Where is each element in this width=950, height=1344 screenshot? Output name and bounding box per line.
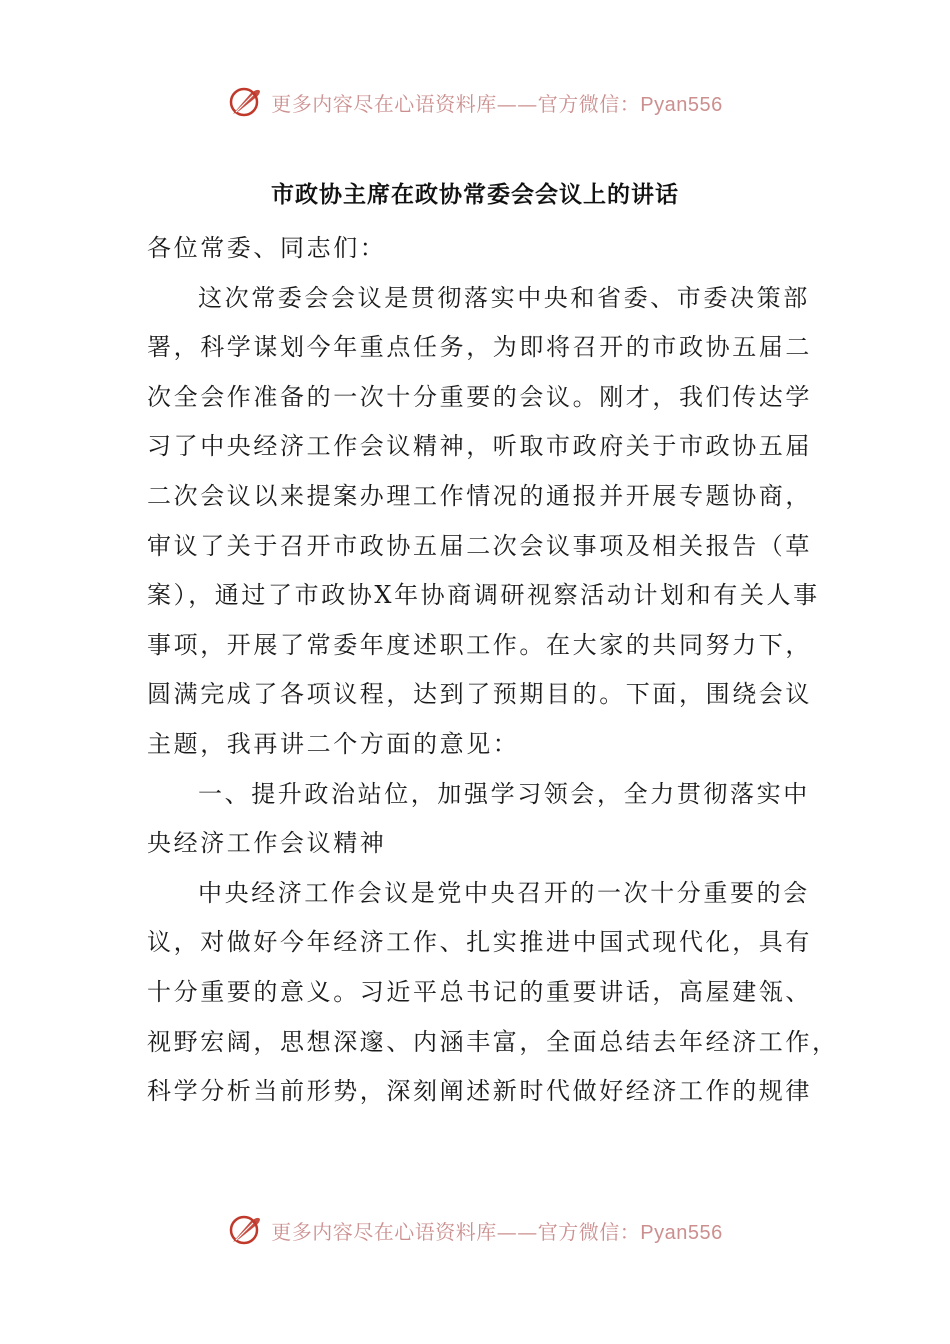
quill-pen-logo-icon xyxy=(227,1212,263,1248)
section-heading-line: 一、提升政治站位，加强学习领会，全力贯彻落实中 xyxy=(198,779,810,808)
paragraph-line: 议，对做好今年经济工作、扎实推进中国式现代化，具有 xyxy=(147,928,812,957)
paragraph-line: 署，科学谋划今年重点任务，为即将召开的市政协五届二 xyxy=(147,333,812,362)
paragraph-line: 事项，开展了常委年度述职工作。在大家的共同努力下， xyxy=(147,630,812,659)
paragraph-line: 二次会议以来提案办理工作情况的通报并开展专题协商， xyxy=(147,481,812,510)
paragraph-line: 审议了关于召开市政协五届二次会议事项及相关报告（草 xyxy=(147,531,812,560)
salutation-line: 各位常委、同志们： xyxy=(147,234,387,262)
paragraph-line: 十分重要的意义。习近平总书记的重要讲话，高屋建瓴、 xyxy=(147,977,812,1006)
paragraph-line: 次全会作准备的一次十分重要的会议。刚才，我们传达学 xyxy=(147,382,812,411)
paragraph-line: 圆满完成了各项议程，达到了预期目的。下面，围绕会议 xyxy=(147,680,812,709)
paragraph-line: 案），通过了市政协X年协商调研视察活动计划和有关人事 xyxy=(147,581,820,610)
header-watermark xyxy=(0,82,950,122)
paragraph-line: 主题，我再讲二个方面的意见： xyxy=(147,729,520,758)
quill-pen-logo-icon xyxy=(227,84,263,120)
watermark-wechat-id: Pyan556 xyxy=(640,1221,723,1244)
watermark-prefix: 更多内容尽在心语资料库——官方微信： xyxy=(271,1219,641,1244)
footer-watermark xyxy=(0,1210,950,1250)
watermark-text xyxy=(271,1216,722,1245)
paragraph-line: 中央经济工作会议是党中央召开的一次十分重要的会 xyxy=(198,878,810,907)
paragraph-line: 习了中央经济工作会议精神，听取市政府关于市政协五届 xyxy=(147,432,812,461)
watermark-text xyxy=(271,88,722,117)
watermark-wechat-id: Pyan556 xyxy=(640,93,723,116)
watermark-prefix: 更多内容尽在心语资料库——官方微信： xyxy=(271,91,641,116)
paragraph-line: 视野宏阔，思想深邃、内涵丰富，全面总结去年经济工作， xyxy=(147,1027,839,1056)
section-heading-line: 央经济工作会议精神 xyxy=(147,829,387,858)
paragraph-line: 这次常委会会议是贯彻落实中央和省委、市委决策部 xyxy=(198,283,810,312)
document-title: 市政协主席在政协常委会会议上的讲话 xyxy=(271,182,679,208)
document-body xyxy=(147,224,839,1117)
paragraph-line: 科学分析当前形势，深刻阐述新时代做好经济工作的规律 xyxy=(147,1077,812,1106)
